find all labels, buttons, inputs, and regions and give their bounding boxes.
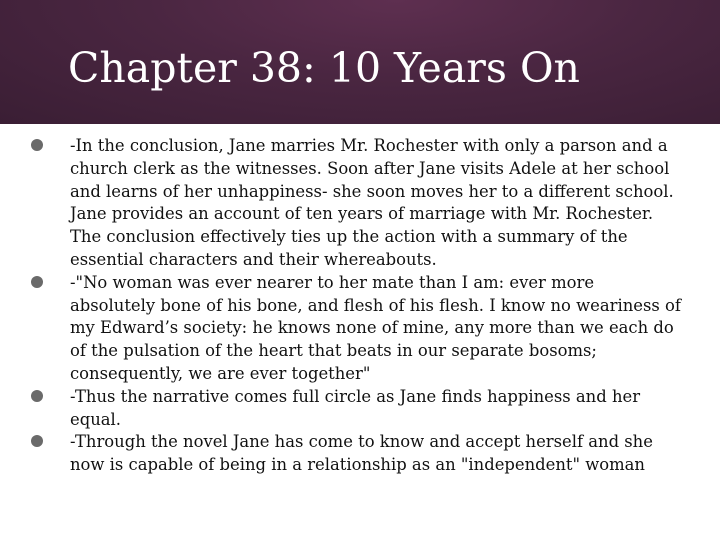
bullet-item bbox=[0, 135, 684, 272]
bullet-text: -Thus the narrative comes full circle as Jane finds happiness and her equal. bbox=[70, 386, 641, 429]
bullet-text: -In the conclusion, Jane marries Mr. Rochester with only a parson and a church clerk as the witnesses. Soon after Jane visits Adele at her school and learns of her unhappiness- she soon moves her to a different school. Jane provides an account of ten years of marriage with Mr. Rochester. The conclusion effectively ties up the action with a summary of the essential characters and their whereabouts. bbox=[70, 136, 674, 269]
slide-title: Chapter 38: 10 Years On bbox=[68, 44, 580, 92]
bullet-dot-icon bbox=[31, 435, 43, 447]
bullet-dot-icon bbox=[31, 390, 43, 402]
bullet-list bbox=[0, 135, 720, 477]
slide-header bbox=[0, 0, 720, 124]
bullet-text: -Through the novel Jane has come to know and accept herself and she now is capable of being in a relationship as an "independent" woman bbox=[70, 432, 653, 475]
bullet-item bbox=[0, 272, 684, 386]
bullet-text: -"No woman was ever nearer to her mate than I am: ever more absolutely bone of his bone, and flesh of his flesh. I know no weariness of my Edward’s society: he knows none of mine, any more than we each do of the pulsation of the heart that beats in our separate bosoms; consequently, we are ever together" bbox=[70, 272, 681, 383]
bullet-item bbox=[0, 431, 684, 477]
bullet-dot-icon bbox=[31, 276, 43, 288]
bullet-dot-icon bbox=[31, 139, 43, 151]
bullet-item bbox=[0, 386, 684, 432]
